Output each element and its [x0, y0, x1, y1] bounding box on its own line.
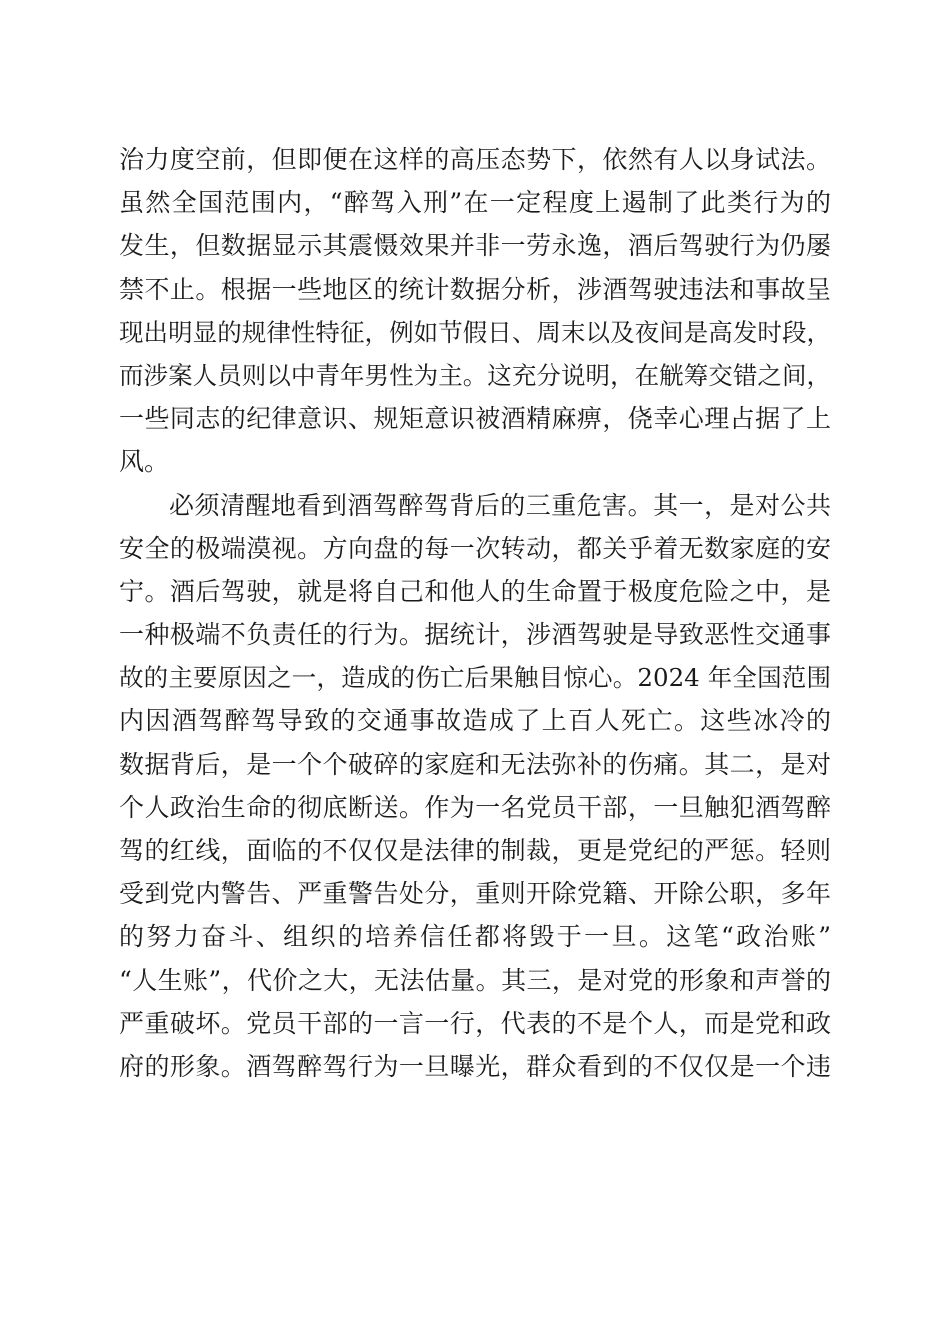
text-line: 一种极端不负责任的行为。据统计，涉酒驾驶是导致恶性交通事 — [119, 620, 831, 650]
text-line: 虽然全国范围内，“醉驾入刑”在一定程度上遏制了此类行为的 — [119, 188, 831, 218]
text-line: 现出明显的规律性特征，例如节假日、周末以及夜间是高发时段， — [119, 317, 831, 347]
text-line: 的努力奋斗、组织的培养信任都将毁于一旦。这笔“政治账” — [119, 922, 831, 952]
body-text — [119, 138, 831, 1088]
text-line: 内因酒驾醉驾导致的交通事故造成了上百人死亡。这些冰冷的 — [119, 706, 831, 736]
text-line: 故的主要原因之一，造成的伤亡后果触目惊心。2024 年全国范围 — [119, 663, 831, 693]
text-line: 必须清醒地看到酒驾醉驾背后的三重危害。其一，是对公共 — [169, 490, 831, 520]
paragraph-1 — [119, 138, 831, 484]
text-line: 受到党内警告、严重警告处分，重则开除党籍、开除公职，多年 — [119, 879, 831, 909]
text-line: 驾的红线，面临的不仅仅是法律的制裁，更是党纪的严惩。轻则 — [119, 836, 831, 865]
text-line: 安全的极端漠视。方向盘的每一次转动，都关乎着无数家庭的安 — [119, 533, 831, 563]
text-line: 治力度空前，但即便在这样的高压态势下，依然有人以身试法。 — [119, 145, 831, 174]
text-line: 府的形象。酒驾醉驾行为一旦曝光，群众看到的不仅仅是一个违 — [119, 1051, 831, 1081]
text-line: 个人政治生命的彻底断送。作为一名党员干部，一旦触犯酒驾醉 — [119, 792, 831, 822]
text-line: 数据背后，是一个个破碎的家庭和无法弥补的伤痛。其二，是对 — [119, 749, 831, 779]
text-line: “人生账”，代价之大，无法估量。其三，是对党的形象和声誉的 — [119, 965, 831, 995]
text-line: 宁。酒后驾驶，就是将自己和他人的生命置于极度危险之中，是 — [119, 576, 831, 606]
text-line: 发生，但数据显示其震慑效果并非一劳永逸，酒后驾驶行为仍屡 — [119, 231, 831, 261]
text-line: 而涉案人员则以中青年男性为主。这充分说明，在觥筹交错之间， — [119, 360, 831, 390]
paragraph-2 — [119, 484, 831, 1089]
text-line: 严重破坏。党员干部的一言一行，代表的不是个人，而是党和政 — [119, 1008, 831, 1038]
text-line: 一些同志的纪律意识、规矩意识被酒精麻痹，侥幸心理占据了上 — [119, 404, 831, 434]
text-line: 风。 — [119, 447, 170, 477]
text-line: 禁不止。根据一些地区的统计数据分析，涉酒驾驶违法和事故呈 — [119, 274, 831, 304]
